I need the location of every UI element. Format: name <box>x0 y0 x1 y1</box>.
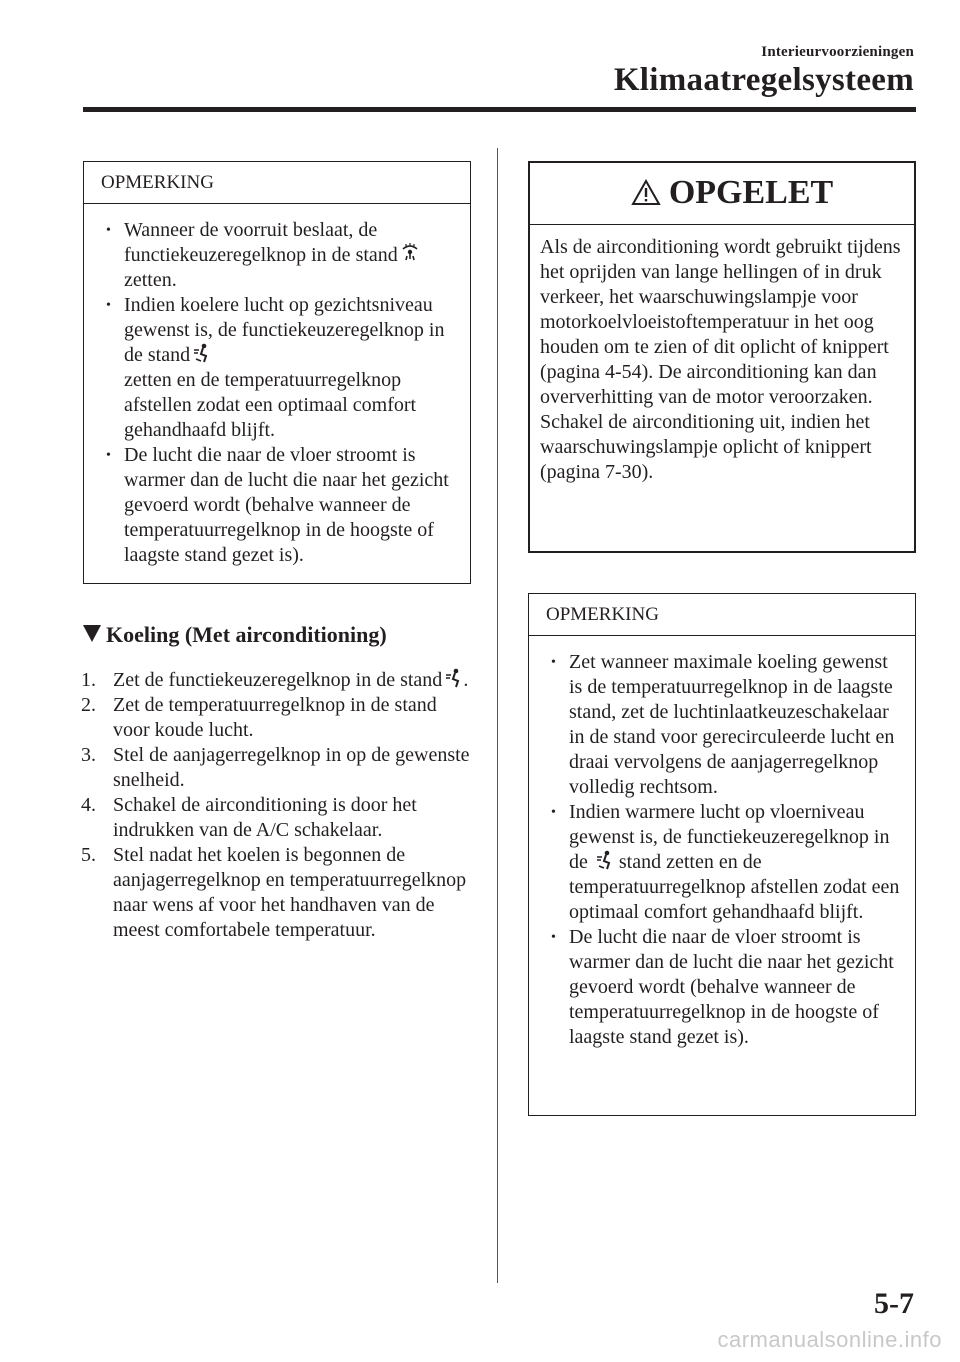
face-floor-mode-icon <box>596 850 614 870</box>
note-list <box>529 636 915 1050</box>
header-section: Interieurvoorzieningen <box>761 44 914 60</box>
list-item: 4. Schakel de airconditioning is door het indrukken van de A/C schakelaar. <box>81 794 417 841</box>
list-item: 1. Zet de functiekeuzeregelknop in de stand . <box>81 669 469 691</box>
list-item: 5. Stel nadat het koelen is begonnen de aanjagerregelknop en temperatuurregelknop naar wens af voor het handhaven van de meest comfortabele temperatuur. <box>81 844 467 941</box>
caution-box <box>528 161 916 553</box>
defroster-mode-icon <box>401 243 419 263</box>
face-floor-mode-icon <box>193 343 211 363</box>
page-number: 5-7 <box>874 1287 914 1320</box>
header-title: Klimaatregelsysteem <box>613 62 914 98</box>
note-list <box>84 204 470 568</box>
list-item: • De lucht die naar de vloer stroomt is warmer dan de lucht die naar het gezicht gevoerd wordt (behalve wanneer de temperatuurregelknop in de hoogste of laagste stand gezet is). <box>106 444 449 566</box>
list-item: 3. Stel de aanjagerregelknop in op de gewenste snelheid. <box>81 744 470 791</box>
list-item: • De lucht die naar de vloer stroomt is warmer dan de lucht die naar het gezicht gevoerd wordt (behalve wanneer de temperatuurregelknop in de hoogste of laagste stand gezet is). <box>551 926 894 1048</box>
section-heading: Koeling (Met airconditioning) <box>83 622 387 648</box>
warning-triangle-icon <box>631 179 661 206</box>
note-heading: OPMERKING <box>84 162 470 204</box>
cooling-steps <box>81 668 472 943</box>
note-heading: OPMERKING <box>529 594 915 636</box>
face-mode-icon <box>445 668 463 688</box>
list-item: • Indien koelere lucht op gezichtsniveau gewenst is, de functiekeuzeregelknop in de stand zetten en de temperatuurregelknop afstellen zodat een optimaal comfort gehandhaafd blijft. <box>106 294 445 441</box>
triangle-marker-icon <box>83 625 101 642</box>
watermark: carmanualsonline.info <box>717 1327 942 1352</box>
list-item: 2. Zet de temperatuurregelknop in de stand voor koude lucht. <box>81 694 437 741</box>
note-box-left <box>83 161 471 584</box>
column-divider <box>497 148 498 1283</box>
list-item: • Indien warmere lucht op vloerniveau gewenst is, de functiekeuzeregelknop in de stand zetten en de temperatuurregelknop afstellen zodat een optimaal comfort gehandhaafd blijft. <box>551 801 900 923</box>
list-item: • Zet wanneer maximale koeling gewenst is de temperatuurregelknop in de laagste stand, zet de luchtinlaatkeuzeschakelaar in de stand voor gerecirculeerde lucht en draai vervolgens de aanjagerregelknop volledig rechtsom. <box>551 651 895 798</box>
header-rule <box>83 107 916 112</box>
note-box-right <box>528 593 916 1116</box>
caution-text: Als de airconditioning wordt gebruikt tijdens het oprijden van lange hellingen of in druk verkeer, het waarschuwingslampje voor motorkoelvloeistoftemperatuur in het oog houden om te zien of dit oplicht of knippert (pagina 4-54). De airconditioning kan dan oververhitting van de motor veroorzaken. Schakel de airconditioning uit, indien het waarschuwingslampje oplicht of knippert (pagina 7-30). <box>540 236 901 483</box>
list-item: • Wanneer de voorruit beslaat, de functiekeuzeregelknop in de stand zetten. <box>106 218 460 293</box>
caution-heading: OPGELET <box>530 163 914 225</box>
